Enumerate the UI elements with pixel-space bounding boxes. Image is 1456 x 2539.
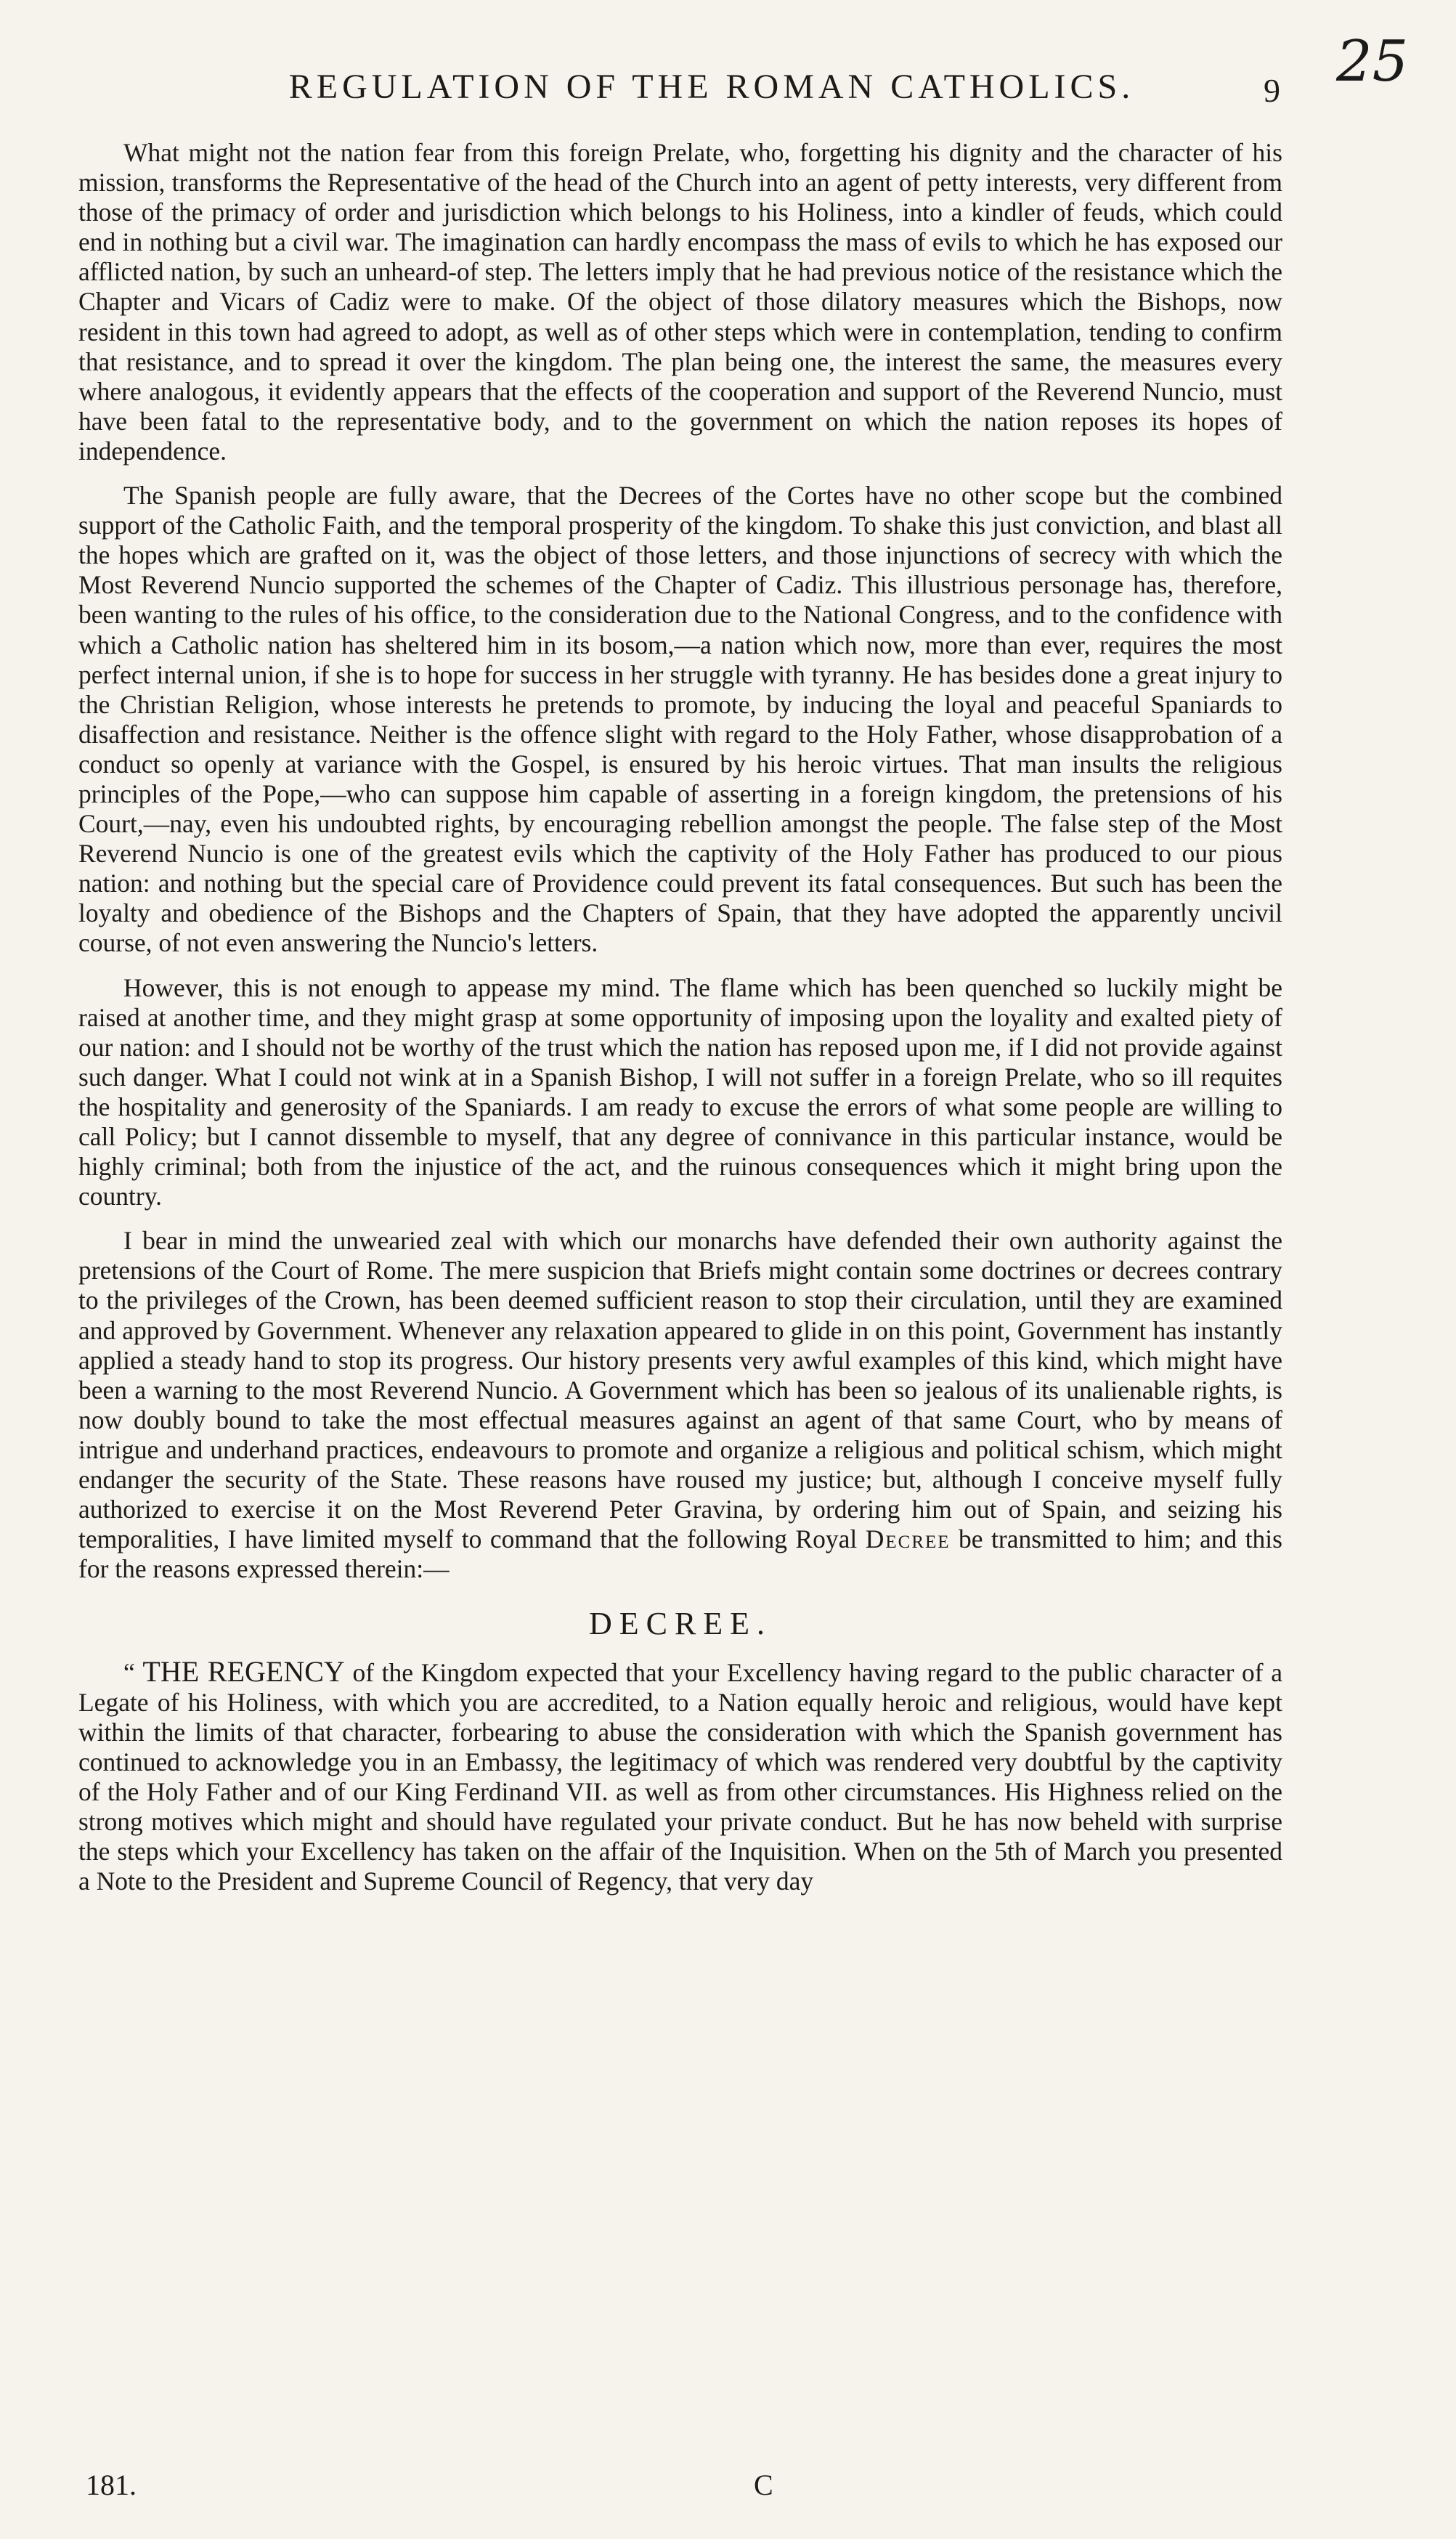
- paragraph: [78, 1226, 1282, 1584]
- page-number: 9: [1264, 72, 1280, 109]
- decree-heading: DECREE.: [588, 1606, 773, 1642]
- decree-lead: THE REGENCY: [142, 1654, 345, 1688]
- decree-opening-quote: “: [123, 1657, 143, 1687]
- paragraph: However, this is not enough to appease my mind. The flame which has been quenched so luckily might be raised at another time, and they might grasp at some opportunity of imposing upon the loyality and exalted piety of our nation: and I should not be worthy of the trust which the nation has reposed upon me, if I did not provide against such danger. What I could not wink at in a Spanish Bishop, I will not suffer in a foreign Prelate, who so ill requites the hospitality and generosity of the Spaniards. I am ready to excuse the errors of what some people are willing to call Policy; but I cannot dissemble to myself, that any degree of connivance in this particular instance, would be highly criminal; both from the injustice of the act, and the ruinous consequences which it might bring upon the country.: [78, 972, 1282, 1211]
- paragraph: The Spanish people are fully aware, that the Decrees of the Cortes have no other scope but the combined support of the Catholic Faith, and the temporal prosperity of the kingdom. To shake this just conviction, and blast all the hopes which are grafted on it, was the object of those letters, and those injunctions of secrecy with which the Most Reverend Nuncio supported the schemes of the Chapter of Cadiz. This illustrious personage has, therefore, been wanting to the rules of his office, to the consideration due to the National Congress, and to the confidence with which a Catholic nation has sheltered him in its bosom,—a nation which now, more than ever, requires the most perfect internal union, if she is to hope for success in her struggle with tyranny. He has besides done a great injury to the Christian Religion, whose interests he pretends to promote, by inducing the loyal and peaceful Spaniards to disaffection and resistance. Neither is the offence slight with regard to the Holy Father, whose disapprobation of a conduct so openly at variance with the Gospel, is ensured by his heroic virtues. That man insults the religious principles of the Pope,—who can suppose him capable of asserting in a foreign kingdom, the pretensions of his Court,—nay, even his undoubted rights, by encouraging rebellion amongst the people. The false step of the Most Reverend Nuncio is one of the greatest evils which the captivity of the Holy Father has produced to our pious nation: and nothing but the special care of Providence could prevent its fatal consequences. But such has been the loyalty and obedience of the Bishops and the Chapters of Spain, that they have adopted the apparently uncivil course, of not even answering the Nuncio's letters.: [78, 481, 1282, 958]
- paragraph: What might not the nation fear from this foreign Prelate, who, forgetting his dignity and the character of his mission, transforms the Representative of the head of the Church into an agent of petty interests, very different from those of the primacy of order and jurisdiction which belongs to his Holiness, into a kindler of feuds, which could end in nothing but a civil war. The imagination can hardly encompass the mass of evils to which he has exposed our afflicted nation, by such an unheard-of step. The letters imply that he had previous notice of the resistance which the Chapter and Vicars of Cadiz were to make. Of the object of those dilatory measures which the Bishops, now resident in this town had agreed to adopt, as well as of other steps which were in contemplation, tending to confirm that resistance, and to spread it over the kingdom. The plan being one, the interest the same, the measures every where analogous, it evidently appears that the effects of the cooperation and support of the Reverend Nuncio, must have been fatal to the representative body, and to the government on which the nation reposes its hopes of independence.: [78, 138, 1282, 466]
- decree-text: [78, 1654, 1283, 1897]
- printer-signature-mark: C: [754, 2469, 773, 2501]
- handwritten-folio-number: 25: [1336, 29, 1409, 94]
- decree-word-smallcaps: Decree: [865, 1524, 951, 1554]
- running-head: REGULATION OF THE ROMAN CATHOLICS.: [288, 68, 1135, 106]
- body-text: [78, 138, 1282, 1911]
- paragraph-text: I bear in mind the unwearied zeal with which our monarchs have defended their own authority against the pretensions of the Court of Rome. The mere suspicion that Briefs might contain some doctrines or decrees contrary to the privileges of the Crown, has been deemed sufficient reason to stop their circulation, until they are examined and approved by Government. Whenever any relaxation appeared to glide in on this point, Government has instantly applied a steady hand to stop its progress. Our history presents very awful examples of this kind, which might have been a warning to the most Reverend Nuncio. A Government which has been so jealous of its unalienable rights, is now doubly bound to take the most effectual measures against an agent of that same Court, who by means of intrigue and underhand practices, endeavours to promote and organize a religious and political schism, which might endanger the security of the State. These reasons have roused my justice; but, although I conceive myself fully authorized to exercise it on the Most Reverend Peter Gravina, by ordering him out of Spain, and seizing his temporalities, I have limited myself to command that the following Royal: [78, 1226, 1282, 1554]
- paragraph-tail: be transmitted to him; and this for the reasons expressed therein:—: [78, 1524, 1282, 1584]
- printer-signature-left: 181.: [86, 2469, 137, 2501]
- decree-body: of the Kingdom expected that your Excellency having regard to the public character of a Legate of his Holiness, with which you are accredited, to a Nation equally heroic and religious, would have kept within the limits of that character, forbearing to abuse the consideration with which the Spanish government has continued to acknowledge you in an Embassy, the legitimacy of which was rendered very doubtful by the captivity of the Holy Father and of our King Ferdinand VII. as well as from other circumstances. His Highness relied on the strong motives which might and should have regulated your private conduct. But he has now beheld with surprise the steps which your Excellency has taken on the affair of the Inquisition. When on the 5th of March you presented a Note to the President and Supreme Council of Regency, that very day: [78, 1657, 1283, 1896]
